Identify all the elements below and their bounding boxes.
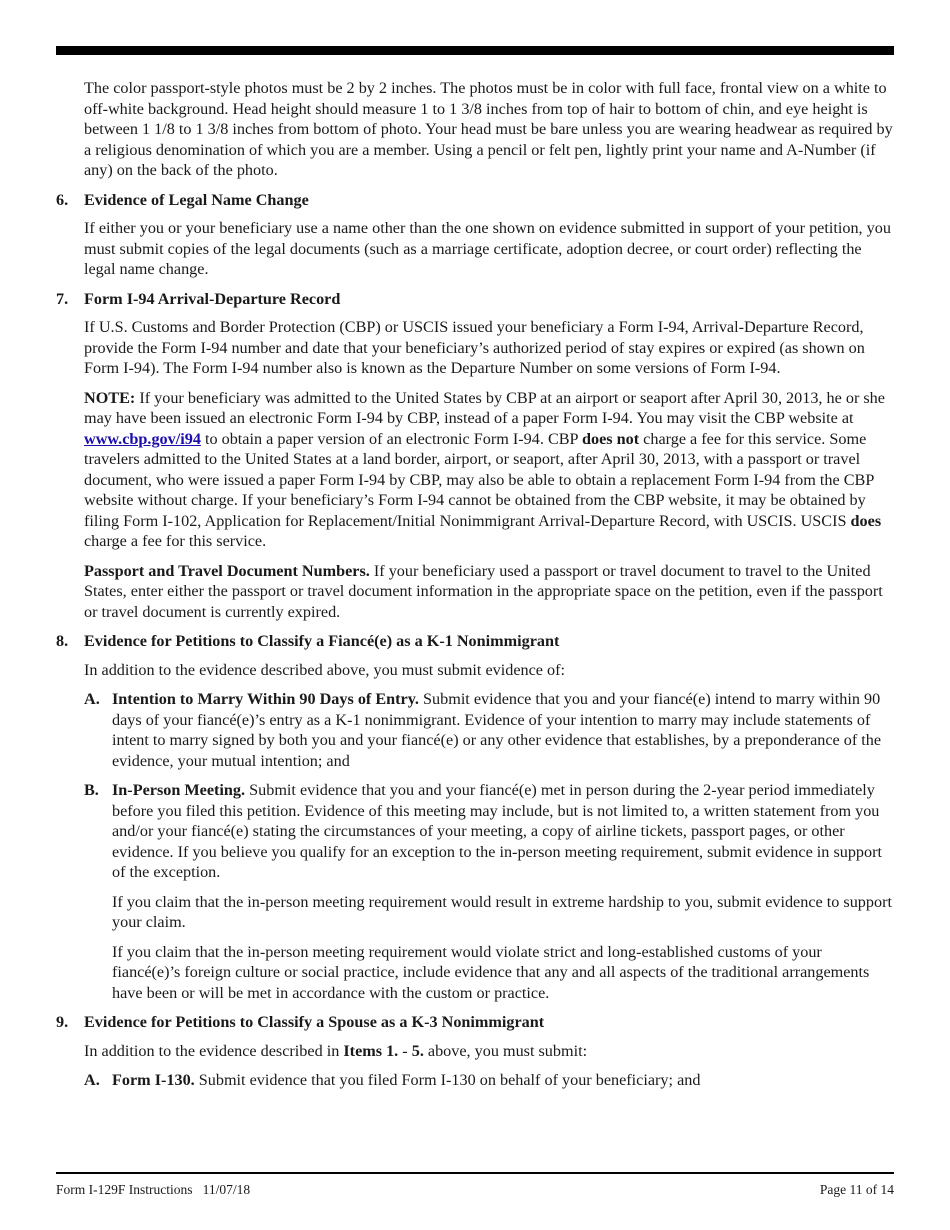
passport-label: Passport and Travel Document Numbers. bbox=[84, 561, 370, 580]
section-title: Evidence of Legal Name Change bbox=[84, 190, 309, 209]
section-9-item-a bbox=[56, 1070, 894, 1091]
bottom-rule bbox=[56, 1172, 894, 1174]
page-footer bbox=[56, 1182, 894, 1198]
section-8-item-a bbox=[56, 689, 894, 771]
section-9-intro bbox=[56, 1041, 894, 1062]
note-text: charge a fee for this service. Some travelers admitted to the United States at a land border, airport, or seaport, after April 30, 2013, with a passport or travel document, who were issued a paper Form I-94 by CBP, may also be able to obtain a replacement Form I-94 from the CBP website without charge. If your beneficiary’s Form I-94 cannot be obtained from the CBP website, it may be obtained by filing Form I-102, Application for Replacement/Initial Nonimmigrant Arrival-Departure Record, with USCIS. USCIS bbox=[84, 429, 874, 530]
section-7-note bbox=[56, 388, 894, 552]
note-text: If your beneficiary was admitted to the United States by CBP at an airport or seaport after April 30, 2013, he or she may have been issued an electronic Form I-94 by CBP, instead of a paper Form I-94. You may visit the CBP website at bbox=[84, 388, 885, 427]
section-8-item-b bbox=[56, 780, 894, 883]
note-label: NOTE: bbox=[84, 388, 136, 407]
section-7-heading bbox=[56, 289, 894, 310]
item-text: Submit evidence that you and your fiancé(e) met in person during the 2-year period immediately before you filed this petition. Evidence of this meeting may include, but is not limited to, a written statement from you and/or your fiancé(e) stating the circumstances of your meeting, a copy of airline tickets, passport pages, or other evidence. If you believe you qualify for an exception to the in-person meeting requirement, submit evidence in support of the exception. bbox=[112, 781, 883, 881]
passport-text: If your beneficiary used a passport or travel document to travel to the United States, enter either the passport or travel document information in the appropriate space on the petition, even if the passport or travel document is currently expired. bbox=[84, 561, 883, 621]
section-6-heading bbox=[56, 190, 894, 211]
note-emphasis: does bbox=[850, 511, 882, 530]
form-edition: Form I-129F Instructions 11/07/18 bbox=[56, 1182, 251, 1197]
section-8-intro: In addition to the evidence described above, you must submit evidence of: bbox=[84, 660, 565, 679]
section-9-heading bbox=[56, 1012, 894, 1033]
note-text: to obtain a paper version of an electronic Form I-94. CBP bbox=[200, 429, 582, 448]
section-number: 9. bbox=[56, 1013, 69, 1031]
intro-text: In addition to the evidence described in bbox=[84, 1041, 344, 1060]
top-rule bbox=[56, 46, 894, 55]
section-7-text: If U.S. Customs and Border Protection (CBP) or USCIS issued your beneficiary a Form I-94, Arrival-Departure Record, provide the Form I-94 number and date that your beneficiary’s authorized period of stay expires or expired (as shown on Form I-94). The Form I-94 number also is known as the Departure Number on some versions of Form I-94. bbox=[84, 318, 865, 377]
intro-emphasis: 5. bbox=[411, 1041, 424, 1060]
item-letter: B. bbox=[84, 781, 99, 799]
intro-emphasis: Items 1. bbox=[343, 1041, 399, 1060]
customs-text: If you claim that the in-person meeting requirement would violate strict and long-established customs of your fiancé(e)’s foreign culture or social practice, include evidence that any and all aspects of the traditional arrangements have been or will be met in accordance with the custom or practice. bbox=[112, 942, 870, 1002]
document-body bbox=[56, 78, 894, 1100]
intro-text: - bbox=[398, 1041, 412, 1060]
item-label: Intention to Marry Within 90 Days of Entry. bbox=[112, 690, 419, 708]
item-text: Submit evidence that you and your fiancé(e) intend to marry within 90 days of your fiancé(e)’s entry as a K-1 nonimmigrant. Evidence of your intention to marry may include statements of intent to marry signed by both you and your fiancé(e) or any other evidence that establishes, by a preponderance of the evidence, your mutual intention; and bbox=[112, 690, 882, 770]
page-number: Page 11 of 14 bbox=[819, 1182, 894, 1197]
item-text: Submit evidence that you filed Form I-130 on behalf of your beneficiary; and bbox=[194, 1071, 701, 1089]
cbp-i94-link[interactable]: www.cbp.gov/i94 bbox=[84, 429, 201, 448]
item-letter: A. bbox=[84, 690, 100, 708]
item-label: Form I-130. bbox=[112, 1071, 195, 1089]
note-emphasis: does not bbox=[582, 429, 640, 448]
item-letter: A. bbox=[84, 1071, 100, 1089]
section-title: Form I-94 Arrival-Departure Record bbox=[84, 289, 341, 308]
passport-numbers-text bbox=[56, 561, 894, 623]
section-8-heading bbox=[56, 631, 894, 652]
section-number: 7. bbox=[56, 289, 69, 308]
section-title: Evidence for Petitions to Classify a Fiancé(e) as a K-1 Nonimmigrant bbox=[84, 632, 560, 650]
item-label: In-Person Meeting. bbox=[112, 781, 246, 799]
section-title: Evidence for Petitions to Classify a Spouse as a K-3 Nonimmigrant bbox=[84, 1013, 545, 1031]
photo-requirements-text: The color passport-style photos must be 2 by 2 inches. The photos must be in color with full face, frontal view on a white to off-white background. Head height should measure 1 to 1 3/8 inches from top of hair to bottom of chin, and eye height is between 1 1/8 to 1 3/8 inches from bottom of photo. Your head must be bare unless you are wearing headwear as required by a religious denomination of which you are a member. Using a pencil or felt pen, lightly print your name and A-Number (if any) on the back of the photo. bbox=[84, 79, 893, 179]
hardship-text: If you claim that the in-person meeting requirement would result in extreme hardship to you, submit evidence to support your claim. bbox=[112, 892, 892, 931]
section-6-text: If either you or your beneficiary use a name other than the one shown on evidence submitted in support of your petition, you must submit copies of the legal documents (such as a marriage certificate, adoption decree, or court order) reflecting the legal name change. bbox=[84, 219, 891, 278]
note-text: charge a fee for this service. bbox=[84, 532, 267, 550]
intro-text: above, you must submit: bbox=[423, 1041, 588, 1060]
section-number: 8. bbox=[56, 632, 69, 650]
section-number: 6. bbox=[56, 190, 69, 209]
